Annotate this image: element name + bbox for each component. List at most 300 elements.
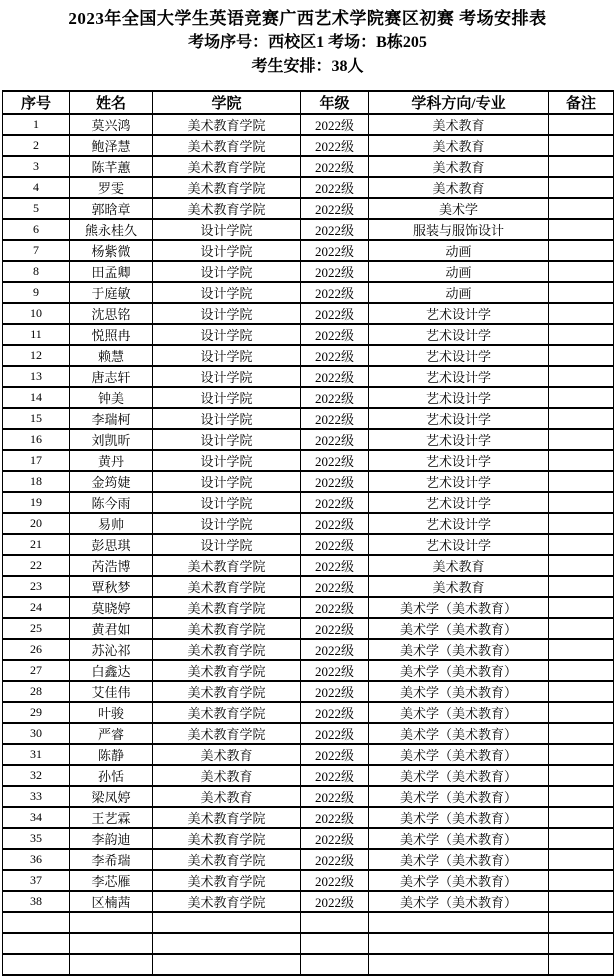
- cell-grade: [301, 954, 369, 975]
- table-row: [3, 366, 614, 387]
- cell-college: 美术教育学院: [153, 807, 301, 828]
- cell-major: 美术教育: [369, 555, 549, 576]
- cell-grade: 2022级: [301, 828, 369, 849]
- cell-grade: 2022级: [301, 891, 369, 912]
- cell-no: 26: [3, 639, 70, 660]
- cell-major: 艺术设计学: [369, 303, 549, 324]
- cell-college: 美术教育学院: [153, 660, 301, 681]
- cell-major: [369, 933, 549, 954]
- cell-no: [3, 912, 70, 933]
- cell-note: [549, 282, 614, 303]
- cell-name: 严睿: [70, 723, 153, 744]
- cell-college: 美术教育学院: [153, 597, 301, 618]
- cell-no: 8: [3, 261, 70, 282]
- cell-college: 美术教育学院: [153, 114, 301, 135]
- table-row: [3, 135, 614, 156]
- cell-note: [549, 156, 614, 177]
- cell-grade: 2022级: [301, 219, 369, 240]
- cell-grade: 2022级: [301, 471, 369, 492]
- cell-college: 美术教育学院: [153, 639, 301, 660]
- table-row: [3, 429, 614, 450]
- empty-row: [3, 912, 614, 933]
- cell-college: 美术教育学院: [153, 723, 301, 744]
- cell-name: 陈静: [70, 744, 153, 765]
- cell-college: 美术教育学院: [153, 681, 301, 702]
- cell-major: 美术学（美术教育）: [369, 891, 549, 912]
- cell-note: [549, 639, 614, 660]
- cell-college: 设计学院: [153, 408, 301, 429]
- table-row: [3, 492, 614, 513]
- cell-major: 美术教育: [369, 114, 549, 135]
- cell-no: 35: [3, 828, 70, 849]
- cell-name: 田孟卿: [70, 261, 153, 282]
- exam-roster-table: [2, 90, 614, 976]
- cell-no: 29: [3, 702, 70, 723]
- cell-grade: 2022级: [301, 177, 369, 198]
- table-row: [3, 618, 614, 639]
- cell-no: 16: [3, 429, 70, 450]
- cell-no: 7: [3, 240, 70, 261]
- cell-major: [369, 912, 549, 933]
- cell-name: 唐志轩: [70, 366, 153, 387]
- cell-college: 设计学院: [153, 492, 301, 513]
- cell-college: [153, 912, 301, 933]
- cell-name: 李希瑞: [70, 849, 153, 870]
- cell-name: 鲍泽慧: [70, 135, 153, 156]
- cell-college: 美术教育: [153, 744, 301, 765]
- table-row: [3, 576, 614, 597]
- cell-grade: 2022级: [301, 324, 369, 345]
- cell-major: 美术学（美术教育）: [369, 849, 549, 870]
- cell-major: 动画: [369, 240, 549, 261]
- cell-note: [549, 597, 614, 618]
- cell-note: [549, 135, 614, 156]
- cell-note: [549, 912, 614, 933]
- cell-major: 艺术设计学: [369, 471, 549, 492]
- cell-name: 李韵迪: [70, 828, 153, 849]
- table-row: [3, 555, 614, 576]
- cell-college: 美术教育学院: [153, 870, 301, 891]
- cell-no: 30: [3, 723, 70, 744]
- cell-name: 苏沁祁: [70, 639, 153, 660]
- cell-college: 美术教育学院: [153, 891, 301, 912]
- cell-major: 美术学: [369, 198, 549, 219]
- cell-no: [3, 954, 70, 975]
- cell-name: 赖慧: [70, 345, 153, 366]
- cell-grade: [301, 912, 369, 933]
- cell-college: 美术教育学院: [153, 177, 301, 198]
- cell-note: [549, 786, 614, 807]
- cell-no: 18: [3, 471, 70, 492]
- table-row: [3, 324, 614, 345]
- table-row: [3, 240, 614, 261]
- cell-grade: 2022级: [301, 282, 369, 303]
- cell-grade: [301, 933, 369, 954]
- cell-name: 黄君如: [70, 618, 153, 639]
- cell-major: 艺术设计学: [369, 429, 549, 450]
- cell-college: 美术教育: [153, 786, 301, 807]
- cell-name: 梁凤婷: [70, 786, 153, 807]
- table-row: [3, 786, 614, 807]
- cell-college: 设计学院: [153, 450, 301, 471]
- cell-name: 于庭敏: [70, 282, 153, 303]
- cell-major: 美术学（美术教育）: [369, 681, 549, 702]
- table-row: [3, 723, 614, 744]
- table-row: [3, 114, 614, 135]
- cell-note: [549, 870, 614, 891]
- cell-no: 12: [3, 345, 70, 366]
- cell-major: 美术教育: [369, 135, 549, 156]
- table-row: [3, 261, 614, 282]
- cell-note: [549, 387, 614, 408]
- cell-no: 23: [3, 576, 70, 597]
- cell-note: [549, 471, 614, 492]
- table-row: [3, 681, 614, 702]
- cell-note: [549, 429, 614, 450]
- cell-name: 黄丹: [70, 450, 153, 471]
- table-row: [3, 849, 614, 870]
- cell-note: [549, 345, 614, 366]
- cell-grade: 2022级: [301, 408, 369, 429]
- empty-row: [3, 933, 614, 954]
- cell-name: 李瑞柯: [70, 408, 153, 429]
- cell-college: 美术教育学院: [153, 576, 301, 597]
- cell-college: 设计学院: [153, 282, 301, 303]
- cell-grade: 2022级: [301, 303, 369, 324]
- cell-note: [549, 807, 614, 828]
- cell-major: [369, 954, 549, 975]
- cell-college: 美术教育: [153, 765, 301, 786]
- cell-no: 9: [3, 282, 70, 303]
- cell-name: 悦照冉: [70, 324, 153, 345]
- cell-grade: 2022级: [301, 387, 369, 408]
- cell-name: 熊永桂久: [70, 219, 153, 240]
- cell-name: 李芯雁: [70, 870, 153, 891]
- cell-major: 美术学（美术教育）: [369, 828, 549, 849]
- cell-name: 白鑫达: [70, 660, 153, 681]
- table-row: [3, 198, 614, 219]
- cell-grade: 2022级: [301, 366, 369, 387]
- cell-grade: 2022级: [301, 681, 369, 702]
- cell-no: 21: [3, 534, 70, 555]
- cell-no: 6: [3, 219, 70, 240]
- table-row: [3, 450, 614, 471]
- cell-grade: 2022级: [301, 765, 369, 786]
- cell-name: 易帅: [70, 513, 153, 534]
- cell-no: 24: [3, 597, 70, 618]
- table-row: [3, 639, 614, 660]
- cell-grade: 2022级: [301, 198, 369, 219]
- cell-no: 36: [3, 849, 70, 870]
- cell-major: 美术学（美术教育）: [369, 702, 549, 723]
- cell-major: 美术教育: [369, 156, 549, 177]
- cell-major: 美术学（美术教育）: [369, 765, 549, 786]
- cell-note: [549, 303, 614, 324]
- cell-college: 设计学院: [153, 387, 301, 408]
- cell-major: 美术学（美术教育）: [369, 870, 549, 891]
- table-row: [3, 807, 614, 828]
- cell-no: 32: [3, 765, 70, 786]
- cell-major: 美术学（美术教育）: [369, 660, 549, 681]
- cell-no: 22: [3, 555, 70, 576]
- table-body: [3, 114, 614, 975]
- table-row: [3, 534, 614, 555]
- cell-no: 33: [3, 786, 70, 807]
- cell-college: 设计学院: [153, 303, 301, 324]
- cell-grade: 2022级: [301, 429, 369, 450]
- cell-note: [549, 261, 614, 282]
- cell-no: 5: [3, 198, 70, 219]
- table-row: [3, 513, 614, 534]
- cell-name: 莫兴鸿: [70, 114, 153, 135]
- table-row: [3, 387, 614, 408]
- cell-grade: 2022级: [301, 702, 369, 723]
- table-row: [3, 828, 614, 849]
- table-row: [3, 744, 614, 765]
- cell-major: 美术学（美术教育）: [369, 807, 549, 828]
- cell-college: 设计学院: [153, 534, 301, 555]
- cell-name: [70, 933, 153, 954]
- cell-grade: 2022级: [301, 618, 369, 639]
- cell-major: 美术学（美术教育）: [369, 723, 549, 744]
- cell-name: 孙恬: [70, 765, 153, 786]
- cell-college: 美术教育学院: [153, 828, 301, 849]
- cell-no: 37: [3, 870, 70, 891]
- cell-note: [549, 828, 614, 849]
- cell-college: 设计学院: [153, 345, 301, 366]
- cell-note: [549, 366, 614, 387]
- cell-grade: 2022级: [301, 534, 369, 555]
- cell-college: 设计学院: [153, 429, 301, 450]
- cell-college: 设计学院: [153, 366, 301, 387]
- cell-note: [549, 849, 614, 870]
- cell-no: 10: [3, 303, 70, 324]
- cell-no: 1: [3, 114, 70, 135]
- cell-no: 15: [3, 408, 70, 429]
- table-row: [3, 891, 614, 912]
- cell-grade: 2022级: [301, 744, 369, 765]
- cell-college: 设计学院: [153, 240, 301, 261]
- cell-note: [549, 576, 614, 597]
- table-row: [3, 471, 614, 492]
- table-row: [3, 765, 614, 786]
- col-header-grade: 年级: [301, 91, 369, 114]
- cell-college: 美术教育学院: [153, 849, 301, 870]
- cell-major: 艺术设计学: [369, 408, 549, 429]
- cell-grade: 2022级: [301, 450, 369, 471]
- cell-college: 设计学院: [153, 324, 301, 345]
- cell-note: [549, 324, 614, 345]
- col-header-no: 序号: [3, 91, 70, 114]
- cell-major: 艺术设计学: [369, 324, 549, 345]
- cell-note: [549, 177, 614, 198]
- cell-note: [549, 114, 614, 135]
- cell-no: 2: [3, 135, 70, 156]
- cell-no: [3, 933, 70, 954]
- cell-college: 美术教育学院: [153, 618, 301, 639]
- cell-grade: 2022级: [301, 345, 369, 366]
- cell-college: 美术教育学院: [153, 156, 301, 177]
- empty-row: [3, 954, 614, 975]
- cell-no: 4: [3, 177, 70, 198]
- cell-name: 刘凯昕: [70, 429, 153, 450]
- cell-note: [549, 555, 614, 576]
- col-header-college: 学院: [153, 91, 301, 114]
- cell-grade: 2022级: [301, 114, 369, 135]
- cell-name: 陈芊蕙: [70, 156, 153, 177]
- cell-note: [549, 954, 614, 975]
- table-row: [3, 345, 614, 366]
- table-row: [3, 660, 614, 681]
- cell-college: 美术教育学院: [153, 555, 301, 576]
- cell-major: 美术学（美术教育）: [369, 786, 549, 807]
- cell-major: 动画: [369, 282, 549, 303]
- cell-grade: 2022级: [301, 261, 369, 282]
- cell-no: 19: [3, 492, 70, 513]
- table-row: [3, 597, 614, 618]
- cell-grade: 2022级: [301, 555, 369, 576]
- cell-no: 14: [3, 387, 70, 408]
- cell-note: [549, 513, 614, 534]
- cell-note: [549, 240, 614, 261]
- cell-major: 美术学（美术教育）: [369, 597, 549, 618]
- cell-college: 美术教育学院: [153, 702, 301, 723]
- cell-grade: 2022级: [301, 786, 369, 807]
- cell-name: 郭晗章: [70, 198, 153, 219]
- cell-note: [549, 408, 614, 429]
- cell-note: [549, 891, 614, 912]
- cell-note: [549, 933, 614, 954]
- cell-major: 美术教育: [369, 177, 549, 198]
- cell-no: 3: [3, 156, 70, 177]
- cell-name: 区楠茜: [70, 891, 153, 912]
- cell-no: 13: [3, 366, 70, 387]
- cell-grade: 2022级: [301, 576, 369, 597]
- cell-name: 金筠婕: [70, 471, 153, 492]
- cell-grade: 2022级: [301, 807, 369, 828]
- table-row: [3, 870, 614, 891]
- cell-college: 设计学院: [153, 513, 301, 534]
- page-title: 2023年全国大学生英语竞赛广西艺术学院赛区初赛 考场安排表: [68, 9, 547, 28]
- cell-grade: 2022级: [301, 639, 369, 660]
- table-row: [3, 408, 614, 429]
- cell-note: [549, 534, 614, 555]
- cell-note: [549, 681, 614, 702]
- cell-name: [70, 954, 153, 975]
- cell-grade: 2022级: [301, 849, 369, 870]
- cell-name: 陈今雨: [70, 492, 153, 513]
- cell-note: [549, 660, 614, 681]
- cell-grade: 2022级: [301, 240, 369, 261]
- cell-major: 动画: [369, 261, 549, 282]
- cell-name: 覃秋梦: [70, 576, 153, 597]
- cell-major: 美术学（美术教育）: [369, 639, 549, 660]
- cell-major: 艺术设计学: [369, 387, 549, 408]
- cell-note: [549, 765, 614, 786]
- col-header-major: 学科方向/专业: [369, 91, 549, 114]
- cell-grade: 2022级: [301, 156, 369, 177]
- cell-major: 美术学（美术教育）: [369, 744, 549, 765]
- cell-name: 沈思铭: [70, 303, 153, 324]
- cell-no: 34: [3, 807, 70, 828]
- cell-name: 叶骏: [70, 702, 153, 723]
- cell-name: 芮浩博: [70, 555, 153, 576]
- cell-no: 17: [3, 450, 70, 471]
- table-row: [3, 219, 614, 240]
- cell-no: 11: [3, 324, 70, 345]
- cell-name: 彭思琪: [70, 534, 153, 555]
- cell-note: [549, 744, 614, 765]
- table-row: [3, 702, 614, 723]
- cell-major: 艺术设计学: [369, 366, 549, 387]
- cell-major: 艺术设计学: [369, 513, 549, 534]
- cell-grade: 2022级: [301, 597, 369, 618]
- cell-name: 王艺霖: [70, 807, 153, 828]
- col-header-note: 备注: [549, 91, 614, 114]
- candidate-count-line: 考生安排：38人: [251, 58, 364, 75]
- cell-college: 设计学院: [153, 471, 301, 492]
- cell-grade: 2022级: [301, 660, 369, 681]
- cell-no: 25: [3, 618, 70, 639]
- cell-name: 莫晓婷: [70, 597, 153, 618]
- cell-note: [549, 702, 614, 723]
- col-header-name: 姓名: [70, 91, 153, 114]
- cell-name: 钟美: [70, 387, 153, 408]
- table-row: [3, 156, 614, 177]
- cell-grade: 2022级: [301, 870, 369, 891]
- cell-major: 美术学（美术教育）: [369, 618, 549, 639]
- cell-name: 艾佳伟: [70, 681, 153, 702]
- cell-name: [70, 912, 153, 933]
- cell-note: [549, 492, 614, 513]
- table-row: [3, 282, 614, 303]
- cell-name: 杨紫微: [70, 240, 153, 261]
- cell-major: 美术教育: [369, 576, 549, 597]
- cell-major: 艺术设计学: [369, 450, 549, 471]
- cell-grade: 2022级: [301, 723, 369, 744]
- cell-college: 设计学院: [153, 261, 301, 282]
- cell-major: 艺术设计学: [369, 534, 549, 555]
- cell-major: 艺术设计学: [369, 345, 549, 366]
- cell-grade: 2022级: [301, 135, 369, 156]
- document-header: [0, 0, 615, 79]
- cell-grade: 2022级: [301, 492, 369, 513]
- cell-no: 28: [3, 681, 70, 702]
- cell-grade: 2022级: [301, 513, 369, 534]
- table-header-row: [3, 91, 614, 114]
- cell-college: [153, 933, 301, 954]
- table-row: [3, 303, 614, 324]
- cell-no: 27: [3, 660, 70, 681]
- cell-note: [549, 198, 614, 219]
- cell-college: [153, 954, 301, 975]
- cell-no: 31: [3, 744, 70, 765]
- cell-note: [549, 618, 614, 639]
- table-row: [3, 177, 614, 198]
- cell-college: 美术教育学院: [153, 135, 301, 156]
- cell-no: 20: [3, 513, 70, 534]
- cell-college: 设计学院: [153, 219, 301, 240]
- cell-major: 服装与服饰设计: [369, 219, 549, 240]
- cell-note: [549, 723, 614, 744]
- cell-note: [549, 450, 614, 471]
- cell-name: 罗雯: [70, 177, 153, 198]
- room-info-line: 考场序号：西校区1 考场：B栋205: [188, 34, 427, 51]
- cell-no: 38: [3, 891, 70, 912]
- cell-note: [549, 219, 614, 240]
- cell-major: 艺术设计学: [369, 492, 549, 513]
- cell-college: 美术教育学院: [153, 198, 301, 219]
